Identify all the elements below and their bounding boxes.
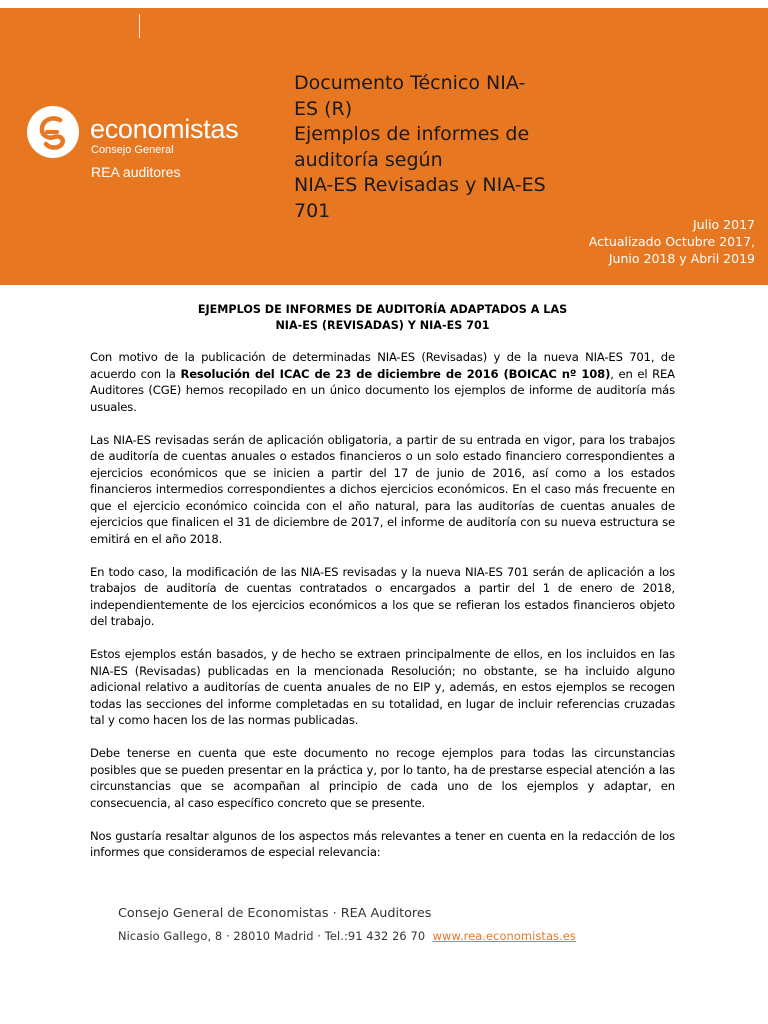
document-title [294,71,594,224]
document-body [90,349,675,877]
paragraph-examples-basis: Estos ejemplos están basados, y de hecho se extraen principalmente de ellos, en los incluidos en las NIA-ES (Revisadas) publicadas en la mencionada Resolución; no obstante, se ha incluido alguno adicional relativo a auditorías de cuenta anuales de no EIP y, además, en estos ejemplos se recogen todas las secciones del informe completadas en su totalidad, en lugar de incluir referencias cruzadas tal y como hacen los de las normas publicadas. [90,647,675,727]
paragraph-highlights: Nos gustaría resaltar algunos de los aspectos más relevantes a tener en cuenta en la redacción de los informes que consideramos de especial relevancia: [90,828,675,859]
top-margin [0,0,768,8]
intro-text-end: , en el REA Auditores (CGE) hemos recopilado en un único documento los ejemplos de informe de auditoría más usuales. [90,366,675,414]
intro-text-start: Con motivo de la publicación de determinadas NIA-ES (Revisadas) y de la nueva NIA-ES 701, de acuerdo con la [90,350,675,381]
resolution-reference: Resolución del ICAC de 23 de diciembre de 2016 (BOICAC nº 108) [180,366,611,381]
logo-subtitle: Consejo General [91,144,174,156]
title-line: 701 [294,199,331,222]
title-line: Documento Técnico NIA- [294,72,526,94]
date-line: Actualizado Octubre 2017, [588,234,755,249]
website-link[interactable]: www.rea.economistas.es [432,929,576,943]
title-line: NIA-ES Revisadas y NIA-ES [294,174,546,196]
logo-brand-name: economistas [90,114,239,144]
document-footer [118,905,718,945]
economistas-e-icon [27,106,79,158]
footer-address: Nicasio Gallego, 8 · 28010 Madrid · Tel.:91 432 26 70 [118,929,426,943]
section-heading [90,302,675,334]
paragraph-caveat: Debe tenerse en cuenta que este documento no recoge ejemplos para todas las circunstancias posibles que se pueden presentar en la práctica y, por lo tanto, ha de prestarse especial atención a las circunstancias que se acompañan al principio de cada uno de los ejemplos y adaptar, en consecuencia, al caso específico concreto que se presente. [90,746,675,810]
heading-line: NIA-ES (REVISADAS) Y NIA-ES 701 [275,319,490,332]
header-tick-mark [139,14,140,38]
date-line: Junio 2018 y Abril 2019 [608,251,755,266]
document-header [0,8,768,285]
logo-division: REA auditores [91,164,181,180]
paragraph-application: Las NIA-ES revisadas serán de aplicación obligatoria, a partir de su entrada en vigor, para los trabajos de auditoría de cuentas anuales o estados financieros o un solo estado financiero correspondientes a ejercicios económicos que se inicien a partir del 17 de junio de 2016, así como a los estados financieros intermedios correspondientes a dichos ejercicios económicos. En el caso más frecuente en que el ejercicio económico coincida con el año natural, para las auditorías de cuentas anuales de ejercicios que finalicen el 31 de diciembre de 2017, el informe de auditoría con su nueva estructura se emitirá en el año 2018. [90,432,675,546]
heading-line: EJEMPLOS DE INFORMES DE AUDITORÍA ADAPTADOS A LAS [197,303,568,316]
date-line: Julio 2017 [693,217,755,232]
paragraph-modification: En todo caso, la modificación de las NIA-ES revisadas y la nueva NIA-ES 701 serán de aplicación a los trabajos de auditoría de cuentas contratados o encargados a partir del 1 de enero de 2018, independientemente de los ejercicios económicos a los que se refieran los estados financieros objeto del trabajo. [90,564,675,628]
title-line: ES (R) [294,97,353,120]
footer-address-line [118,927,718,945]
publication-dates [589,216,755,267]
title-line: auditoría según [294,148,443,171]
paragraph-intro [90,349,675,415]
footer-organization: Consejo General de Economistas · REA Auditores [118,906,432,921]
title-line: Ejemplos de informes de [294,123,530,145]
